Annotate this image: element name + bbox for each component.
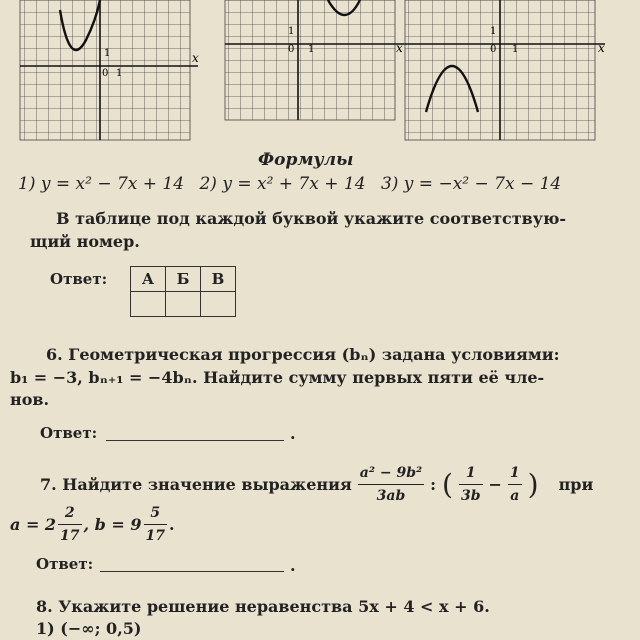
task6-line3: нов. bbox=[10, 390, 50, 409]
graph-1-x-label: x bbox=[192, 51, 199, 65]
formulas-row bbox=[18, 174, 571, 194]
task7-b-label: , b = 9 bbox=[83, 514, 142, 534]
graph-2-tick-x1: 1 bbox=[308, 44, 315, 55]
task6-answer-dot: . bbox=[290, 424, 296, 443]
graph-3 bbox=[405, 0, 605, 140]
task7-minus: − bbox=[488, 474, 502, 494]
table-answer-cell-a[interactable] bbox=[131, 292, 166, 317]
table-header-a: А bbox=[131, 267, 166, 292]
task6-answer-label: Ответ: bbox=[40, 424, 98, 442]
task7-expression-line bbox=[40, 462, 593, 507]
task7-paren-close: ) bbox=[527, 467, 539, 501]
task7-fraction-2: $\frac{1}{3b}$ bbox=[459, 462, 483, 507]
task5-answer-table bbox=[130, 266, 236, 317]
task6-line2: b₁ = −3, bₙ₊₁ = −4bₙ. Найдите сумму первых пяти её чле- bbox=[10, 368, 545, 387]
formula-2: 2) y = x² + 7x + 14 bbox=[199, 174, 366, 194]
task5-answer-label: Ответ: bbox=[50, 270, 108, 288]
task7-a-label: a = 2 bbox=[10, 514, 57, 534]
graph-2-tick-0: 0 bbox=[288, 44, 295, 55]
task7-values-line bbox=[10, 502, 175, 547]
formulas-heading: Формулы bbox=[258, 150, 354, 170]
graph-1-tick-1: 1 bbox=[104, 48, 111, 59]
table-answer-cell-b[interactable] bbox=[166, 292, 201, 317]
formula-1: 1) y = x² − 7x + 14 bbox=[18, 174, 185, 194]
graph-3-tick-1: 1 bbox=[490, 26, 497, 37]
graph-1-tick-0: 0 bbox=[102, 68, 109, 79]
graph-3-tick-0: 0 bbox=[490, 44, 497, 55]
graph-2 bbox=[225, 0, 405, 120]
graph-2-tick-1: 1 bbox=[288, 26, 295, 37]
graph-3-tick-x1: 1 bbox=[512, 44, 519, 55]
task7-b-fraction: $\frac{5}{17}$ bbox=[144, 502, 167, 547]
graph-1 bbox=[20, 0, 198, 140]
task6-answer-line[interactable] bbox=[106, 424, 284, 441]
task7-end-dot: . bbox=[169, 514, 175, 534]
task7-pri: при bbox=[558, 474, 594, 494]
table-header-b: Б bbox=[166, 267, 201, 292]
task7-fraction-1: $\frac{\text{a² − 9b²}}{3ab}$ bbox=[358, 462, 424, 507]
task7-answer-label: Ответ: bbox=[36, 555, 94, 573]
table-answer-cell-v[interactable] bbox=[201, 292, 236, 317]
task7-a-fraction: $\frac{2}{17}$ bbox=[58, 502, 81, 547]
task5-instruction-line1: В таблице под каждой буквой укажите соответствую- bbox=[56, 209, 567, 228]
graph-2-x-label: x bbox=[396, 41, 403, 55]
table-header-v: В bbox=[201, 267, 236, 292]
task7-colon: : bbox=[430, 474, 437, 494]
task5-instruction-line2: щий номер. bbox=[30, 232, 140, 251]
formula-3: 3) y = −x² − 7x − 14 bbox=[380, 174, 562, 194]
task8-line1: 8. Укажите решение неравенства 5x + 4 < x + 6. bbox=[36, 597, 490, 616]
graph-3-x-label: x bbox=[598, 41, 605, 55]
task7-answer-dot: . bbox=[290, 556, 296, 575]
task7-paren-open: ( bbox=[442, 467, 453, 501]
task7-fraction-3: $\frac{1}{a}$ bbox=[508, 462, 522, 507]
task6-line1: 6. Геометрическая прогрессия (bₙ) задана условиями: bbox=[46, 345, 560, 364]
graphs-area bbox=[0, 0, 640, 150]
task7-answer-line[interactable] bbox=[100, 555, 284, 572]
task8-option1[interactable]: 1) (−∞; 0,5) bbox=[36, 619, 142, 638]
task7-text: 7. Найдите значение выражения bbox=[40, 474, 352, 494]
graph-1-tick-x1: 1 bbox=[116, 68, 123, 79]
